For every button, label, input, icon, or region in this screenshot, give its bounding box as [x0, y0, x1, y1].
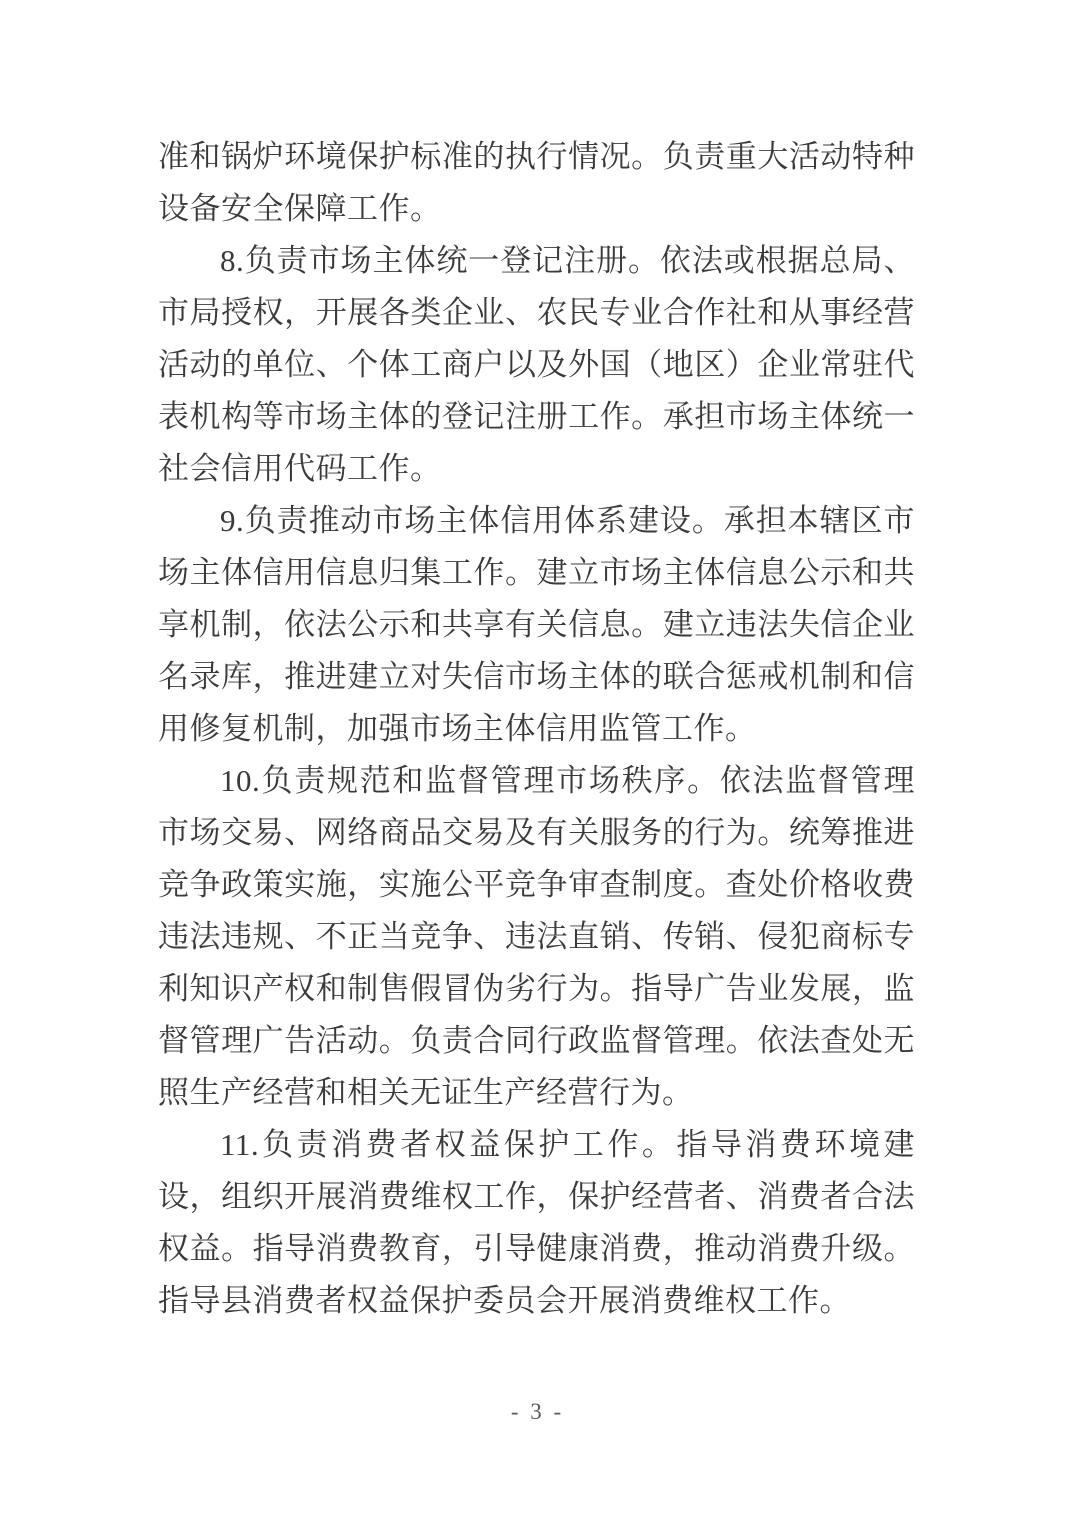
paragraph-item-10: 10.负责规范和监督管理市场秩序。依法监督管理市场交易、网络商品交易及有关服务的行为。统筹推进竞争政策实施，实施公平竞争审查制度。查处价格收费违法违规、不正当竞争、违法直销、传销、侵犯商标专利知识产权和制售假冒伪劣行为。指导广告业发展，监督管理广告活动。负责合同行政监督管理。依法查处无照生产经营和相关无证生产经营行为。 [158, 763, 915, 1110]
page-number: - 3 - [510, 1399, 565, 1424]
paragraph-item-11: 11.负责消费者权益保护工作。指导消费环境建设，组织开展消费维权工作，保护经营者、消费者合法权益。指导消费教育，引导健康消费，推动消费升级。指导县消费者权益保护委员会开展消费维权工作。 [158, 1127, 915, 1318]
document-body [158, 131, 915, 1327]
paragraph-item-8: 8.负责市场主体统一登记注册。依法或根据总局、市局授权，开展各类企业、农民专业合作社和从事经营活动的单位、个体工商户以及外国（地区）企业常驻代表机构等市场主体的登记注册工作。承担市场主体统一社会信用代码工作。 [158, 243, 915, 486]
paragraph-item-7-continuation: 准和锅炉环境保护标准的执行情况。负责重大活动特种设备安全保障工作。 [158, 139, 915, 226]
paragraph-item-9: 9.负责推动市场主体信用体系建设。承担本辖区市场主体信用信息归集工作。建立市场主体信息公示和共享机制，依法公示和共享有关信息。建立违法失信企业名录库，推进建立对失信市场主体的联合惩戒机制和信用修复机制，加强市场主体信用监管工作。 [158, 503, 915, 746]
